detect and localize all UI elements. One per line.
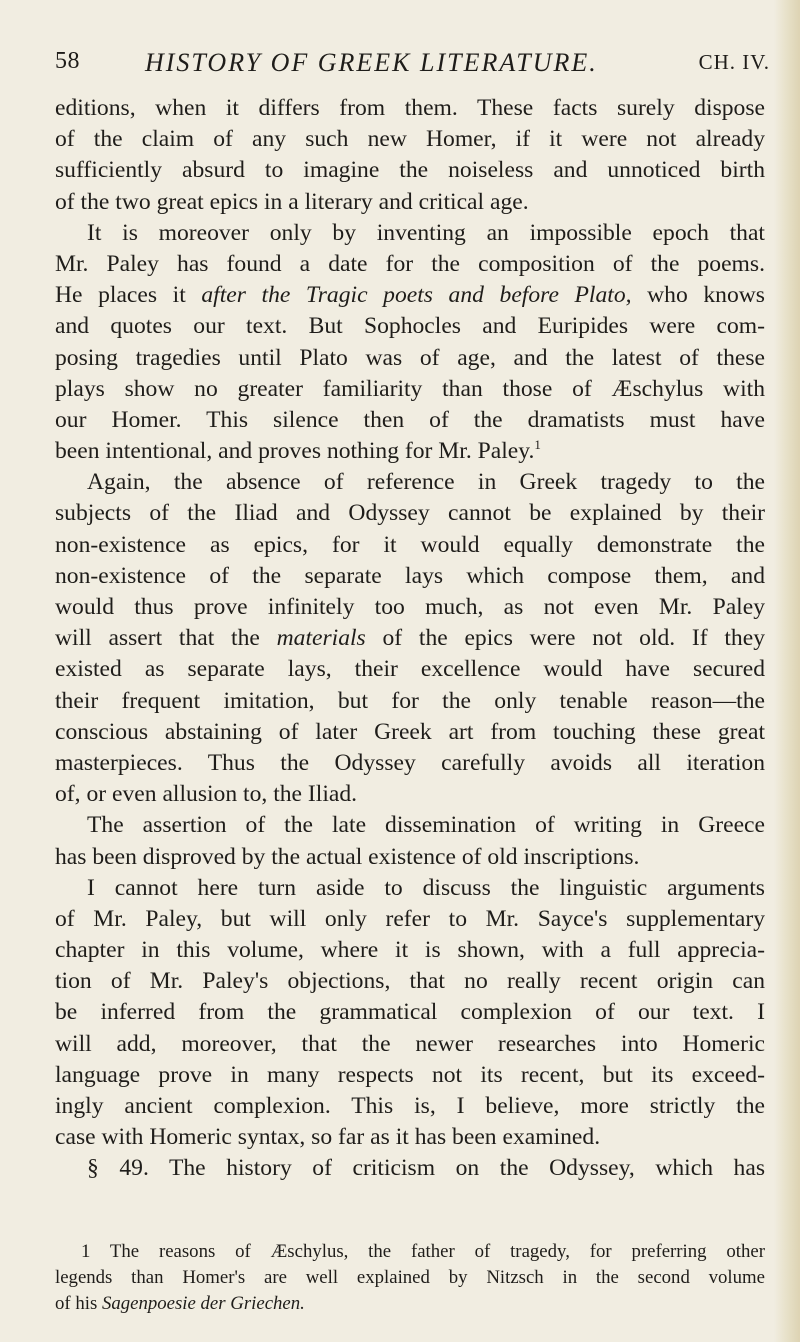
- text-line: [55, 623, 765, 654]
- text-line: [55, 436, 765, 467]
- text-line: posing tragedies until Plato was of age, and the latest of these: [55, 344, 765, 371]
- footnote-line: 1 The reasons of Æschylus, the father of tragedy, for preferring other: [81, 1241, 765, 1262]
- text-line: would thus prove infinitely too much, as not even Mr. Paley: [55, 594, 765, 620]
- text-segment: of his: [55, 1293, 98, 1314]
- text-line: sufficiently absurd to imagine the noiseless and unnoticed birth: [55, 157, 765, 184]
- text-line: non-existence of the separate lays which compose them, and: [55, 562, 765, 589]
- text-segment: of the epics were not old. If they: [382, 625, 766, 652]
- text-line: case with Homeric syntax, so far as it has been examined.: [55, 1124, 601, 1151]
- text-line: masterpieces. Thus the Odyssey carefully avoids all iteration: [55, 749, 765, 776]
- text-line: § 49. The history of criticism on the Odyssey, which has: [87, 1155, 765, 1182]
- text-line: will add, moreover, that the newer researches into Homeric: [55, 1030, 765, 1057]
- footnote-line: [55, 1291, 765, 1317]
- text-line: It is moreover only by inventing an impossible epoch that: [87, 219, 765, 246]
- text-line: of, or even allusion to, the Iliad.: [55, 781, 358, 808]
- text-segment: will assert that the: [55, 625, 260, 652]
- text-line: Again, the absence of reference in Greek tragedy to the: [87, 469, 765, 496]
- text-line: our Homer. This silence then of the dramatists must have: [55, 406, 765, 433]
- italic-phrase: after the Tragic poets and before Plato,: [201, 282, 632, 309]
- chapter-label: CH. IV.: [698, 50, 770, 74]
- text-segment: who knows: [647, 282, 765, 309]
- italic-phrase: materials: [276, 625, 366, 652]
- text-line: plays show no greater familiarity than those of Æschylus with: [55, 375, 765, 402]
- text-line: [55, 280, 765, 311]
- text-line: subjects of the Iliad and Odyssey cannot be explained by their: [55, 500, 765, 527]
- page-number: 58: [55, 48, 80, 74]
- text-line: language prove in many respects not its recent, but its exceed-: [55, 1061, 765, 1088]
- text-line: existed as separate lays, their excellence would have secured: [55, 656, 765, 683]
- text-line: non-existence as epics, for it would equally demonstrate the: [55, 531, 765, 558]
- text-line: I cannot here turn aside to discuss the linguistic arguments: [87, 874, 765, 901]
- text-line: of the two great epics in a literary and critical age.: [55, 188, 529, 215]
- text-line: and quotes our text. But Sophocles and Euripides were com-: [55, 313, 765, 340]
- text-line: has been disproved by the actual existence of old inscriptions.: [55, 843, 640, 870]
- text-line: tion of Mr. Paley's objections, that no really recent origin can: [55, 968, 765, 995]
- italic-title: Sagenpoesie der Griechen.: [101, 1293, 305, 1314]
- body-text: [55, 93, 765, 1185]
- footnote-line: legends than Homer's are well explained by Nitzsch in the second volume: [55, 1267, 765, 1288]
- footnote: [55, 1239, 765, 1317]
- running-header: [55, 48, 770, 84]
- text-line: chapter in this volume, where it is shown, with a full apprecia-: [55, 937, 765, 964]
- text-segment: He places it: [55, 282, 186, 309]
- text-segment: been intentional, and proves nothing for Mr. Paley.: [55, 438, 535, 465]
- text-line: editions, when it differs from them. These facts surely dispose: [55, 95, 765, 121]
- text-line: ingly ancient complexion. This is, I believe, more strictly the: [55, 1093, 765, 1119]
- text-line: be inferred from the grammatical complexion of our text. I: [55, 999, 765, 1026]
- text-line: of the claim of any such new Homer, if it were not already: [55, 126, 765, 153]
- text-line: Mr. Paley has found a date for the composition of the poems.: [55, 250, 765, 277]
- text-line: of Mr. Paley, but will only refer to Mr. Sayce's supplementary: [55, 905, 765, 932]
- footnote-marker: 1: [534, 437, 541, 453]
- text-line: their frequent imitation, but for the only tenable reason—the: [55, 687, 765, 714]
- running-title: HISTORY OF GREEK LITERATURE.: [145, 48, 598, 77]
- text-line: The assertion of the late dissemination of writing in Greece: [87, 812, 765, 839]
- text-line: conscious abstaining of later Greek art from touching these great: [55, 718, 765, 745]
